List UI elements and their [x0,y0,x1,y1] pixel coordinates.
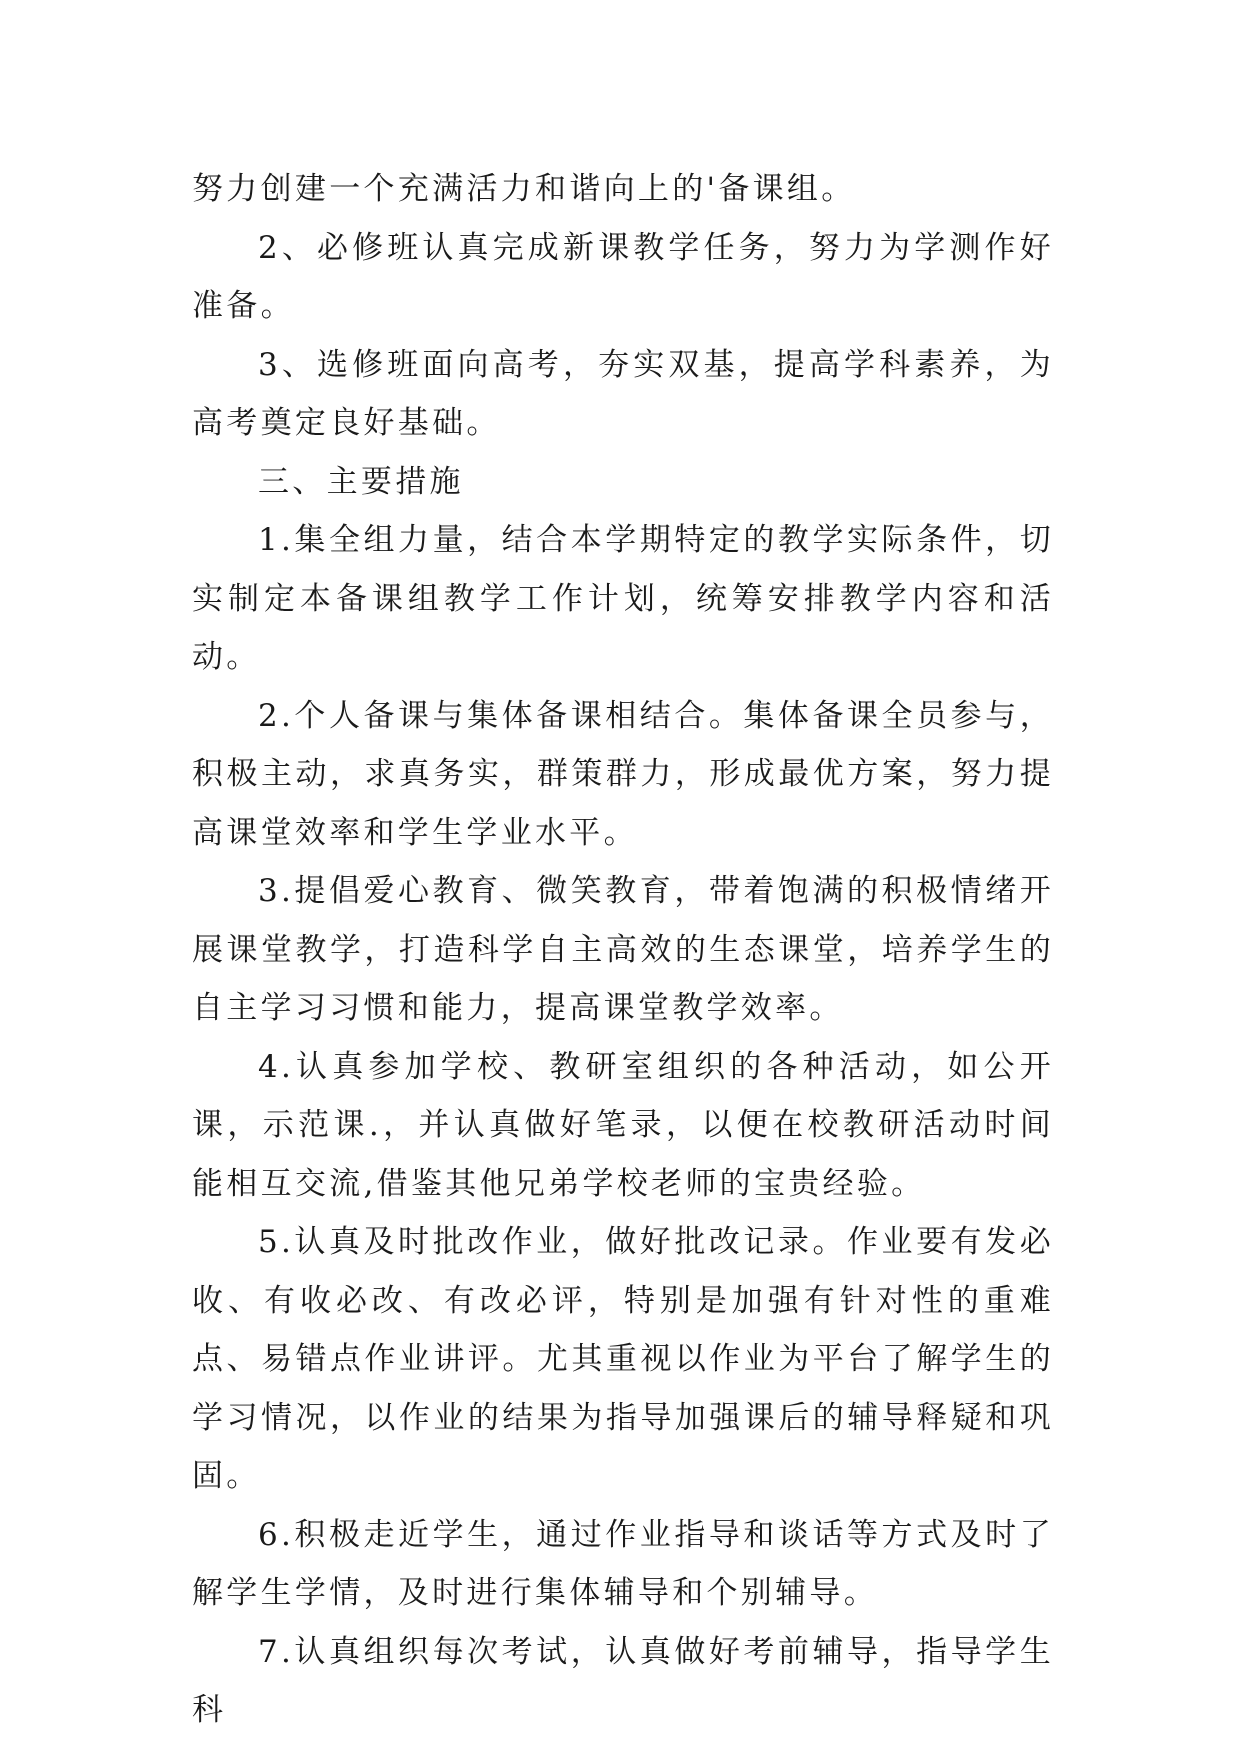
paragraph-8: 5.认真及时批改作业，做好批改记录。作业要有发必收、有收必改、有改必评，特别是加强有针对性的重难点、易错点作业讲评。尤其重视以作业为平台了解学生的学习情况，以作业的结果为指导加强课后的辅导释疑和巩固。 [192,1224,1054,1494]
paragraph-2: 3、选修班面向高考，夯实双基，提高学科素养，为高考奠定良好基础。 [192,346,1054,441]
paragraph-9: 6.积极走近学生，通过作业指导和谈话等方式及时了解学生学情，及时进行集体辅导和个别辅导。 [192,1516,1054,1611]
paragraph-0: 努力创建一个充满活力和谐向上的'备课组。 [192,171,856,207]
paragraph-5: 2.个人备课与集体备课相结合。集体备课全员参与，积极主动，求真务实，群策群力，形成最优方案，努力提高课堂效率和学生学业水平。 [192,697,1054,851]
paragraph-10: 7.认真组织每次考试，认真做好考前辅导，指导学生科 [192,1633,1054,1728]
paragraph-7: 4.认真参加学校、教研室组织的各种活动，如公开课，示范课.，并认真做好笔录，以便在校教研活动时间能相互交流,借鉴其他兄弟学校老师的宝贵经验。 [192,1048,1054,1202]
paragraph-1: 2、必修班认真完成新课教学任务，努力为学测作好准备。 [192,229,1054,324]
section-heading: 三、主要措施 [258,463,464,500]
paragraph-6: 3.提倡爱心教育、微笑教育，带着饱满的积极情绪开展课堂教学，打造科学自主高效的生态课堂，培养学生的自主学习习惯和能力，提高课堂教学效率。 [192,873,1054,1026]
paragraph-4: 1.集全组力量，结合本学期特定的教学实际条件，切实制定本备课组教学工作计划，统筹安排教学内容和活动。 [192,522,1054,675]
document-body [192,160,1054,1740]
